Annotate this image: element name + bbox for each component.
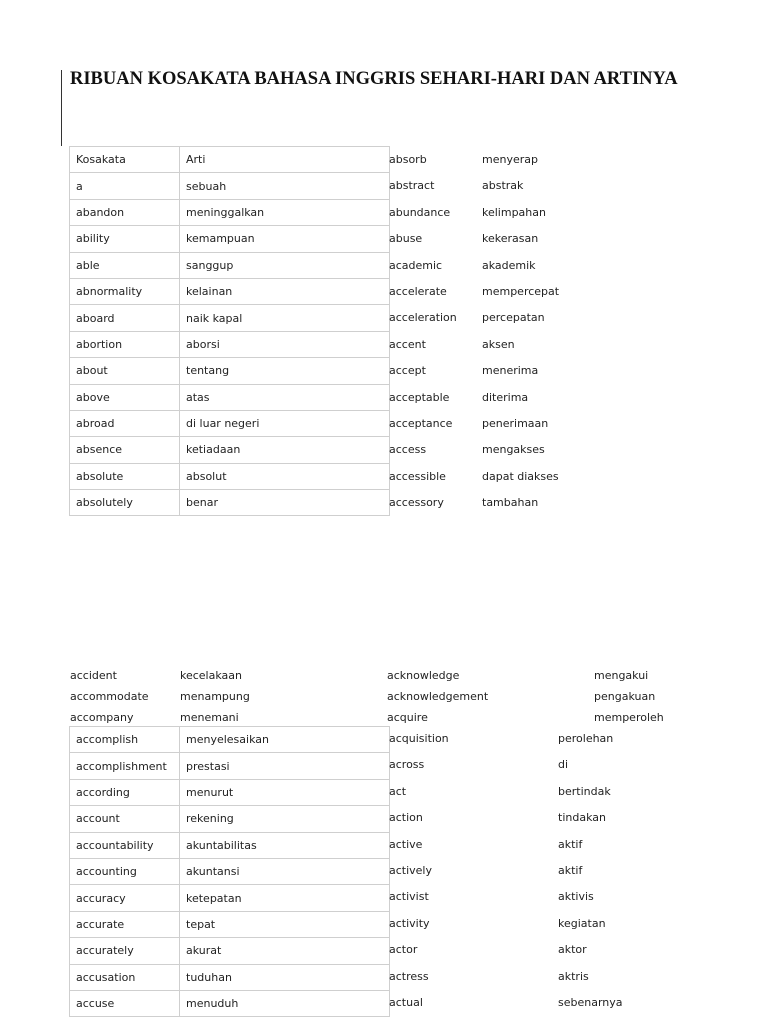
cell-meaning: prestasi xyxy=(180,753,390,779)
cell-word: accurately xyxy=(70,938,180,964)
cell-word: able xyxy=(70,252,180,278)
cell-meaning: menuduh xyxy=(180,990,390,1016)
cell-word: abnormality xyxy=(70,278,180,304)
cell-meaning: menyelesaikan xyxy=(180,727,390,753)
table-row xyxy=(70,278,390,304)
list-word: actor xyxy=(389,943,418,957)
vocab-table-1 xyxy=(69,146,390,516)
list-word: accident xyxy=(70,669,117,682)
page-title: RIBUAN KOSAKATA BAHASA INGGRIS SEHARI-HARI DAN ARTINYA xyxy=(70,69,678,89)
list-word: actively xyxy=(389,864,433,877)
list-word: access xyxy=(389,443,427,457)
table-row xyxy=(70,911,390,937)
cell-meaning: absolut xyxy=(180,463,390,489)
list-word: active xyxy=(389,837,423,851)
cell-word: absolutely xyxy=(70,490,180,516)
list-word: acquire xyxy=(387,711,428,725)
table-row xyxy=(70,779,390,805)
list-meaning: aktivis xyxy=(558,890,594,904)
cell-word: accusation xyxy=(70,964,180,990)
cell-meaning: atas xyxy=(180,384,390,410)
list-word: accept xyxy=(389,364,426,378)
list-word: action xyxy=(389,811,423,825)
cell-meaning: naik kapal xyxy=(180,305,390,331)
cell-meaning: tepat xyxy=(180,911,390,937)
list-meaning: mengakses xyxy=(482,443,545,457)
table-row xyxy=(70,885,390,911)
cell-word: according xyxy=(70,779,180,805)
list-meaning: menyerap xyxy=(482,153,538,166)
list-word: acquisition xyxy=(389,732,449,745)
cell-meaning: kemampuan xyxy=(180,226,390,252)
table-header-row xyxy=(70,147,390,173)
cell-word: about xyxy=(70,358,180,384)
cell-word: accuse xyxy=(70,990,180,1016)
cell-meaning: ketepatan xyxy=(180,885,390,911)
cell-meaning: meninggalkan xyxy=(180,199,390,225)
table-row xyxy=(70,384,390,410)
cell-word: absolute xyxy=(70,463,180,489)
list-word: abstract xyxy=(389,179,435,193)
list-meaning: diterima xyxy=(482,390,529,404)
list-word: accommodate xyxy=(70,690,149,704)
list-word: acceptance xyxy=(389,417,453,430)
list-word: acceptable xyxy=(389,390,450,404)
table-row xyxy=(70,964,390,990)
list-meaning: aktif xyxy=(558,837,583,851)
cell-meaning: rekening xyxy=(180,806,390,832)
list-meaning: aktris xyxy=(558,969,589,983)
table-row xyxy=(70,858,390,884)
table-row xyxy=(70,199,390,225)
list-meaning: mengakui xyxy=(594,669,649,682)
list-word: act xyxy=(389,784,407,798)
list-meaning: pengakuan xyxy=(594,690,656,704)
list-meaning: perolehan xyxy=(558,732,614,745)
cell-word: absence xyxy=(70,437,180,463)
table-row xyxy=(70,938,390,964)
list-meaning: menerima xyxy=(482,364,539,378)
cell-word: ability xyxy=(70,226,180,252)
list-meaning: menemani xyxy=(180,711,239,725)
list-meaning: kelimpahan xyxy=(482,205,546,219)
table-row xyxy=(70,305,390,331)
cell-word: accounting xyxy=(70,858,180,884)
cell-word: accurate xyxy=(70,911,180,937)
list-meaning: penerimaan xyxy=(482,417,549,430)
list-meaning: aksen xyxy=(482,337,515,351)
list-word: activity xyxy=(389,916,430,930)
list-word: acknowledgement xyxy=(387,690,489,704)
cell-word: above xyxy=(70,384,180,410)
table-row xyxy=(70,463,390,489)
cell-meaning: ketiadaan xyxy=(180,437,390,463)
list-meaning: memperoleh xyxy=(594,711,664,725)
list-word: accompany xyxy=(70,711,134,725)
text-cursor-line xyxy=(61,70,62,146)
list-word: actress xyxy=(389,969,429,983)
cell-meaning: benar xyxy=(180,490,390,516)
cell-word: accomplishment xyxy=(70,753,180,779)
list-word: accessory xyxy=(389,496,444,510)
cell-meaning: tuduhan xyxy=(180,964,390,990)
table-row xyxy=(70,727,390,753)
list-word: absorb xyxy=(389,153,427,166)
list-word: accelerate xyxy=(389,285,447,298)
list-word: across xyxy=(389,758,425,772)
cell-word: aboard xyxy=(70,305,180,331)
cell-meaning: menurut xyxy=(180,779,390,805)
list-meaning: dapat diakses xyxy=(482,469,559,483)
list-word: actual xyxy=(389,996,423,1009)
list-word: activist xyxy=(389,890,429,904)
table-row xyxy=(70,990,390,1016)
table-row xyxy=(70,226,390,252)
list-meaning: di xyxy=(558,758,569,772)
cell-meaning: kelainan xyxy=(180,278,390,304)
list-meaning: tindakan xyxy=(558,811,606,825)
list-meaning: menampung xyxy=(180,690,250,704)
cell-word: accomplish xyxy=(70,727,180,753)
table-row xyxy=(70,410,390,436)
table-row xyxy=(70,806,390,832)
table-row xyxy=(70,331,390,357)
list-meaning: tambahan xyxy=(482,496,539,510)
list-word: accessible xyxy=(389,469,446,483)
cell-meaning: aborsi xyxy=(180,331,390,357)
list-word: acceleration xyxy=(389,311,457,325)
cell-meaning: akuntabilitas xyxy=(180,832,390,858)
cell-meaning: sanggup xyxy=(180,252,390,278)
list-meaning: akademik xyxy=(482,258,536,272)
cell-word: abortion xyxy=(70,331,180,357)
table-row xyxy=(70,173,390,199)
list-word: abundance xyxy=(389,205,451,219)
header-kosakata: Kosakata xyxy=(70,147,180,173)
list-meaning: mempercepat xyxy=(482,285,560,298)
cell-word: abroad xyxy=(70,410,180,436)
table-row xyxy=(70,753,390,779)
list-word: accent xyxy=(389,337,426,351)
cell-word: abandon xyxy=(70,199,180,225)
vocab-table-2 xyxy=(69,726,390,1017)
header-arti: Arti xyxy=(180,147,390,173)
table-row xyxy=(70,252,390,278)
cell-meaning: tentang xyxy=(180,358,390,384)
cell-meaning: akuntansi xyxy=(180,858,390,884)
cell-word: accountability xyxy=(70,832,180,858)
table-row xyxy=(70,437,390,463)
cell-meaning: di luar negeri xyxy=(180,410,390,436)
list-meaning: aktif xyxy=(558,864,583,877)
cell-word: account xyxy=(70,806,180,832)
cell-word: accuracy xyxy=(70,885,180,911)
list-word: academic xyxy=(389,258,443,272)
list-meaning: abstrak xyxy=(482,179,524,193)
cell-word: a xyxy=(70,173,180,199)
list-word: abuse xyxy=(389,232,423,246)
list-word: acknowledge xyxy=(387,669,460,682)
list-meaning: aktor xyxy=(558,943,587,957)
table-row xyxy=(70,490,390,516)
cell-meaning: akurat xyxy=(180,938,390,964)
list-meaning: bertindak xyxy=(558,784,611,798)
table-row xyxy=(70,358,390,384)
list-meaning: kekerasan xyxy=(482,232,539,246)
table-row xyxy=(70,832,390,858)
list-meaning: percepatan xyxy=(482,311,545,325)
list-meaning: sebenarnya xyxy=(558,996,623,1009)
cell-meaning: sebuah xyxy=(180,173,390,199)
list-meaning: kecelakaan xyxy=(180,669,242,682)
list-meaning: kegiatan xyxy=(558,916,606,930)
